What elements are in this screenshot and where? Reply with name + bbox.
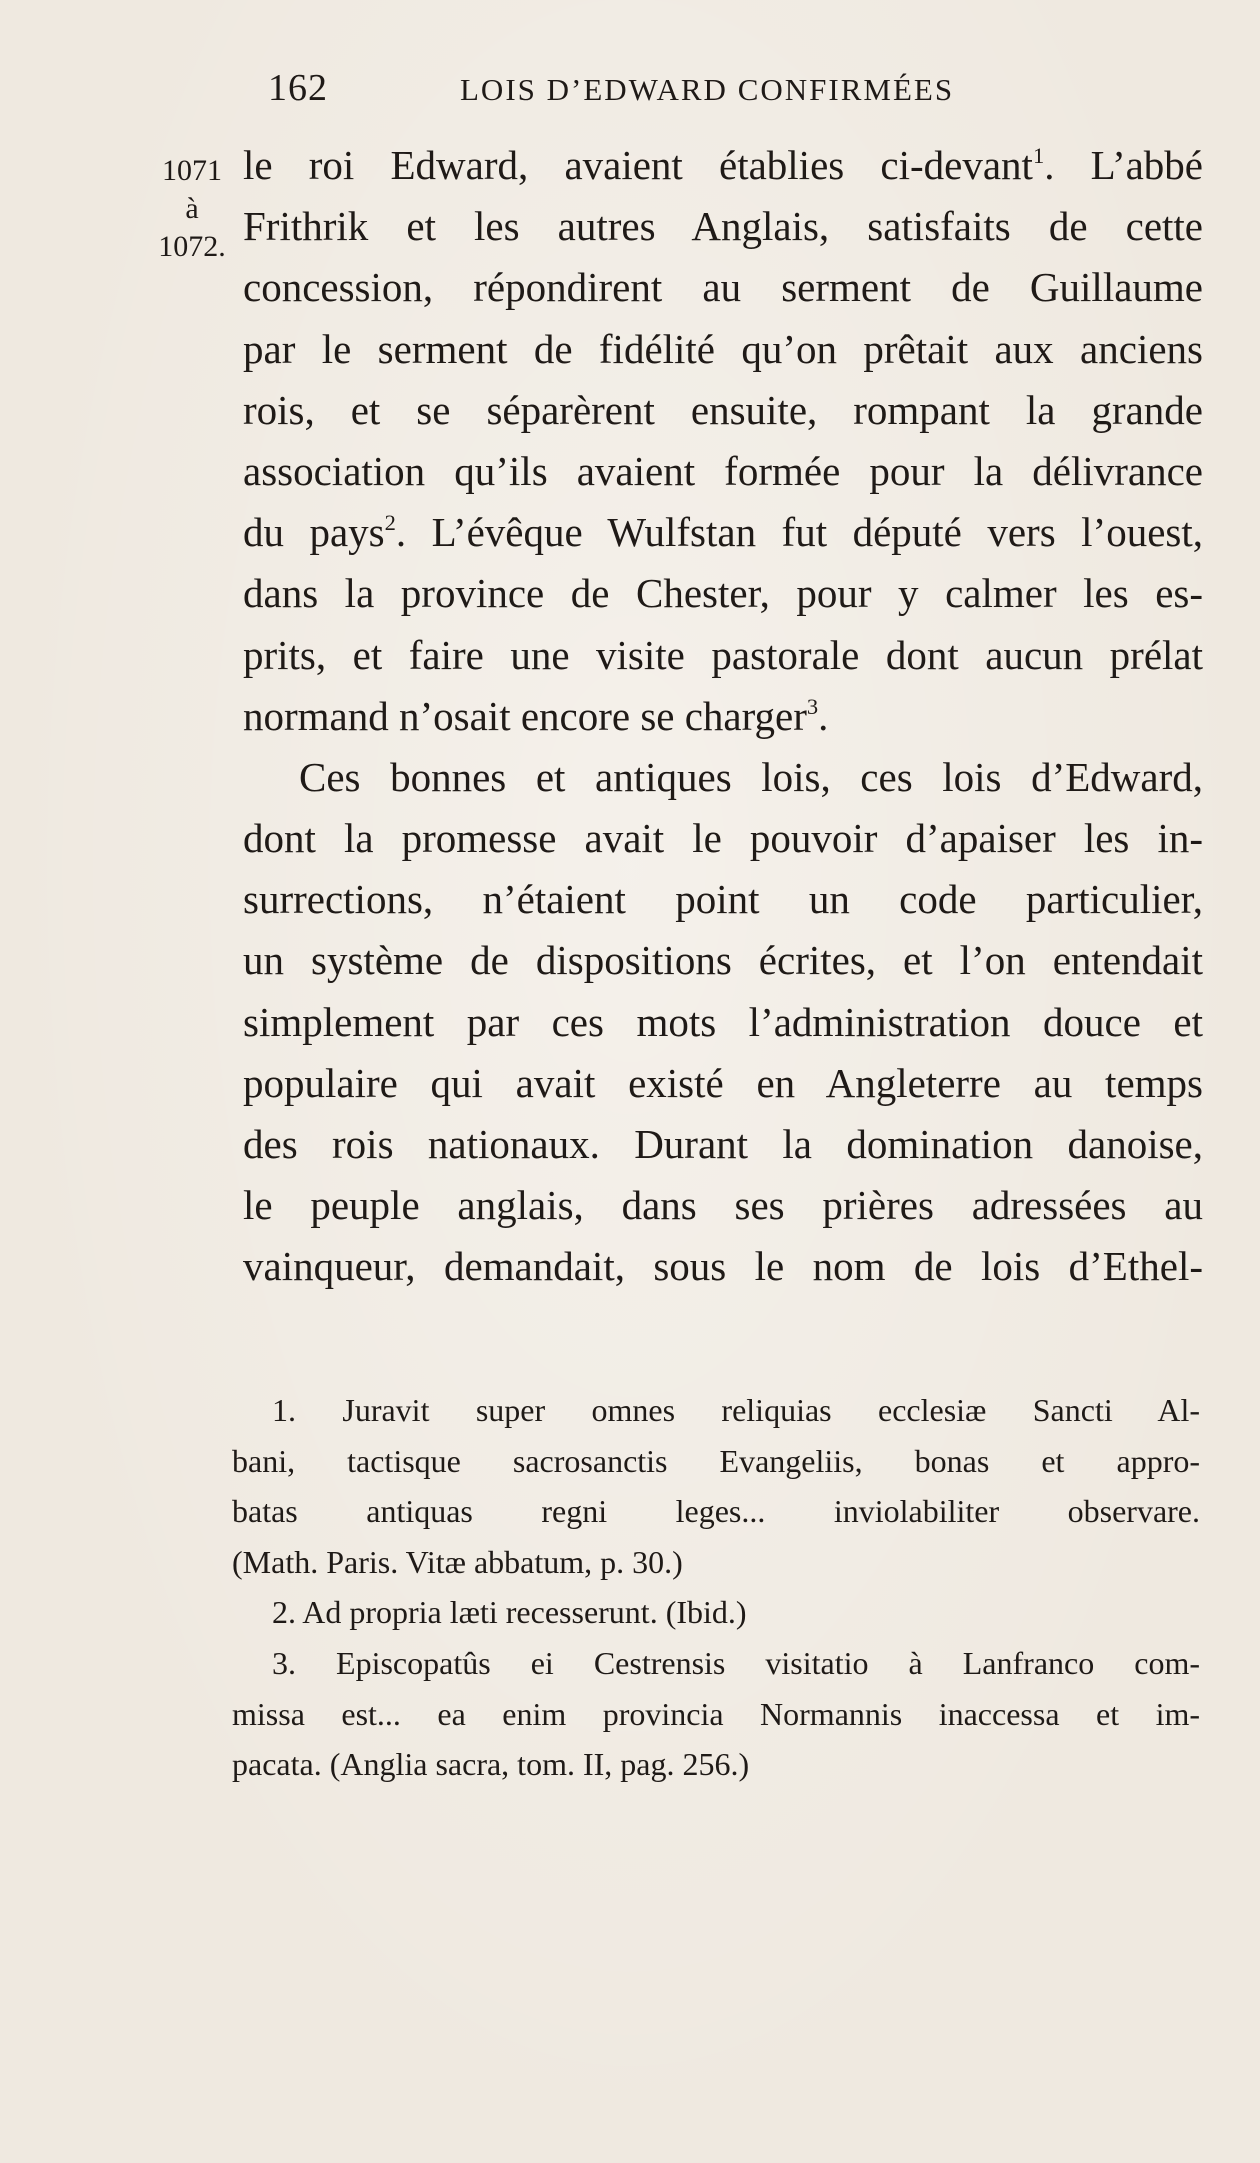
footnotes — [232, 1385, 1200, 1790]
body-line: des rois nationaux. Durant la domination danoise, — [243, 1121, 1203, 1167]
body-line: dans la province de Chester, pour y calmer les es- — [243, 570, 1203, 617]
footnote-line: batas antiquas regni leges... inviolabiliter observare. — [232, 1493, 1200, 1530]
page-number: 162 — [268, 67, 328, 109]
body-line: le roi Edward, avaient établies ci-devant$^1$. L’abbé — [243, 142, 1203, 188]
date-start: 1071 — [162, 154, 222, 187]
body-line: Frithrik et les autres Anglais, satisfaits de cette — [243, 203, 1203, 250]
footnote-line: (Math. Paris. Vitæ abbatum, p. 30.) — [232, 1543, 683, 1580]
page-header — [0, 66, 1260, 126]
running-title: LOIS D’EDWARD CONFIRMÉES — [460, 72, 955, 107]
body-line: prits, et faire une visite pastorale dont aucun prélat — [243, 631, 1203, 678]
body-line: surrections, n’étaient point un code particulier, — [243, 876, 1203, 923]
marginal-date — [152, 152, 232, 266]
body-line: du pays$^2$. L’évêque Wulfstan fut député vers l’ouest, — [243, 509, 1203, 556]
body-line: un système de dispositions écrites, et l’on entendait — [243, 937, 1203, 984]
body-line: par le serment de fidélité qu’on prêtait aux anciens — [243, 325, 1203, 372]
body-line: normand n’osait encore se charger$^3$. — [243, 692, 829, 739]
date-end: 1072. — [158, 230, 226, 263]
body-line: concession, répondirent au serment de Guillaume — [243, 264, 1203, 311]
body-line: rois, et se séparèrent ensuite, rompant la grande — [243, 386, 1203, 433]
footnote-line: 1. Juravit super omnes reliquias ecclesiæ Sancti Al- — [272, 1392, 1200, 1428]
footnote-line: 2. Ad propria læti recesserunt. (Ibid.) — [272, 1594, 747, 1631]
body-line: Ces bonnes et antiques lois, ces lois d’Edward, — [299, 753, 1203, 800]
body-text — [243, 135, 1203, 1298]
footnote-line: pacata. (Anglia sacra, tom. II, pag. 256.) — [232, 1746, 750, 1783]
footnote-line: 3. Episcopatûs ei Cestrensis visitatio à Lanfranco com- — [272, 1644, 1200, 1681]
body-line: association qu’ils avaient formée pour la délivrance — [243, 447, 1203, 494]
body-line: le peuple anglais, dans ses prières adressées au — [243, 1182, 1203, 1229]
body-line: simplement par ces mots l’administration douce et — [243, 998, 1203, 1045]
body-line: populaire qui avait existé en Angleterre au temps — [243, 1059, 1203, 1106]
footnote-ref: 2 — [384, 510, 396, 536]
footnote-line: bani, tactisque sacrosanctis Evangeliis, bonas et appro- — [232, 1442, 1200, 1479]
date-separator: à — [185, 192, 199, 225]
body-line: dont la promesse avait le pouvoir d’apaiser les in- — [243, 815, 1203, 862]
footnote-ref: 1 — [1032, 143, 1045, 169]
footnote-ref: 3 — [806, 693, 819, 719]
footnote-line: missa est... ea enim provincia Normannis inaccessa et im- — [232, 1695, 1200, 1732]
body-line: vainqueur, demandait, sous le nom de lois d’Ethel- — [243, 1243, 1203, 1290]
